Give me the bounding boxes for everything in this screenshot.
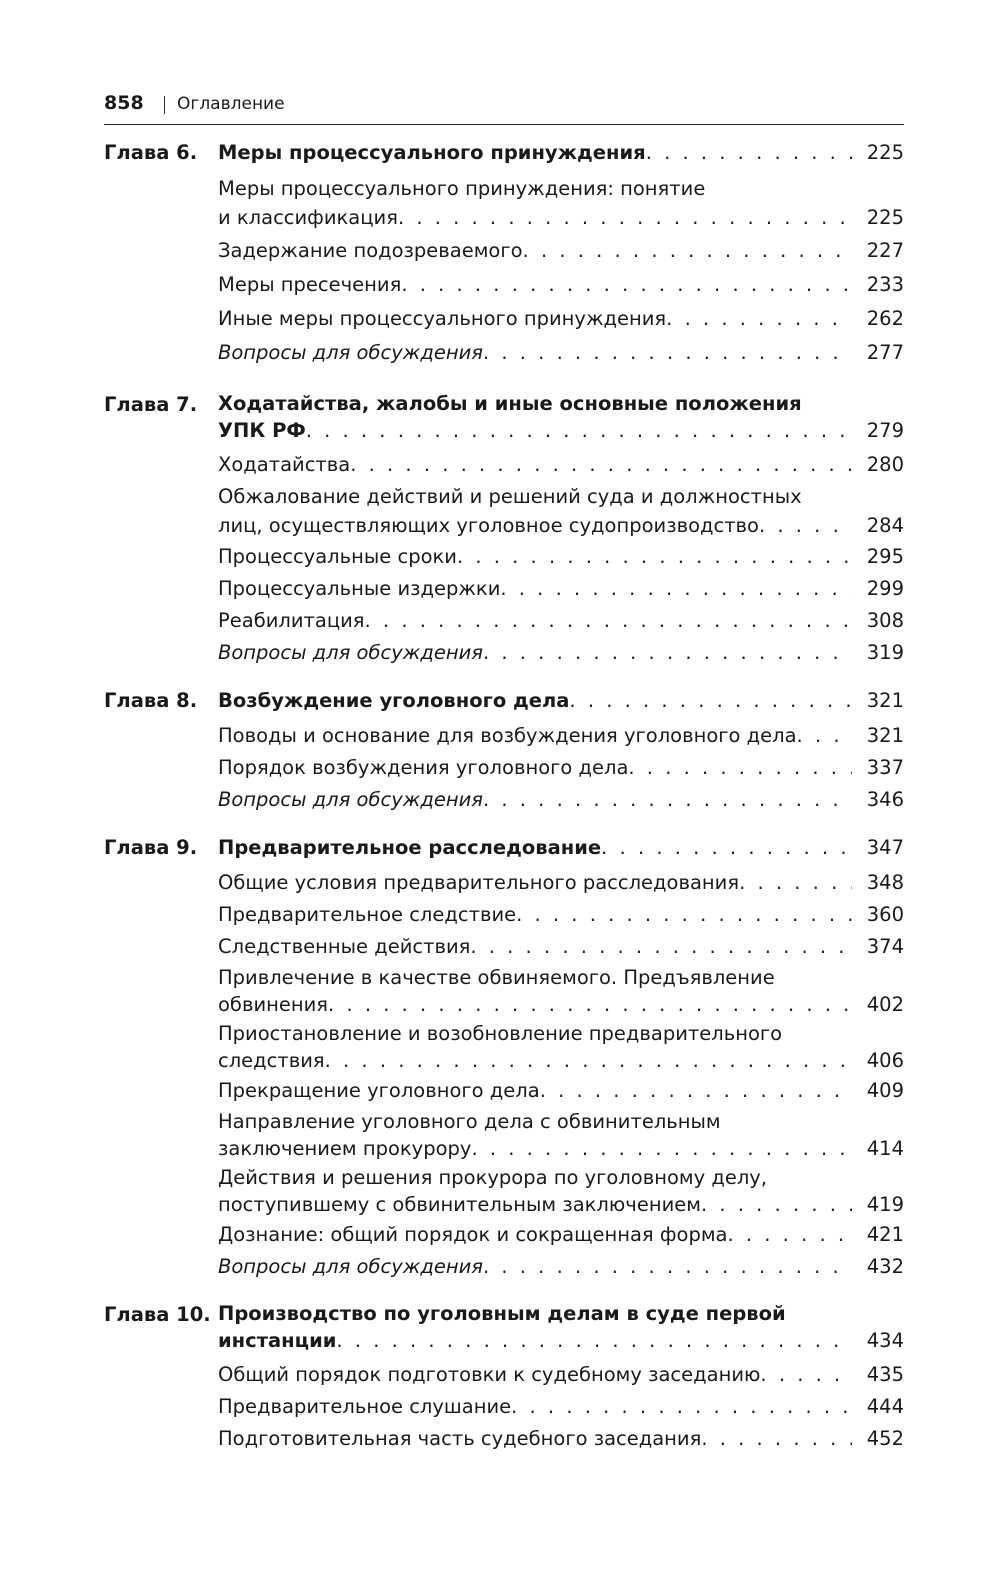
entry-text-line: Действия и решения прокурора по уголовному делу, xyxy=(218,1166,768,1189)
chapter-title[interactable] xyxy=(104,1300,904,1354)
entry-text-line: Ходатайства, жалобы и иные основные положения xyxy=(218,392,802,415)
entry-text: Процессуальные сроки xyxy=(218,545,457,568)
entry-text: Ходатайства xyxy=(218,453,351,476)
page-ref: 279 xyxy=(866,419,904,442)
entry-text: Общие условия предварительного расследования xyxy=(218,871,740,894)
leader-dots xyxy=(457,542,852,572)
page-ref: 337 xyxy=(866,756,904,779)
entry-text: Вопросы для обсуждения xyxy=(218,641,483,664)
toc-entry[interactable] xyxy=(104,1360,904,1390)
page-ref: 308 xyxy=(866,609,904,632)
leader-dots xyxy=(401,270,852,300)
leader-dots xyxy=(739,868,852,898)
chapter-7 xyxy=(104,390,904,668)
leader-dots xyxy=(336,1327,852,1354)
entry-text: Предварительное следствие xyxy=(218,903,517,926)
toc-entry[interactable] xyxy=(104,606,904,636)
entry-text: Меры процессуального принуждения xyxy=(218,141,646,164)
page-number: 858 xyxy=(104,92,144,114)
leader-dots xyxy=(727,1220,852,1250)
page-ref: 347 xyxy=(866,836,904,859)
page-ref: 419 xyxy=(866,1193,904,1216)
toc-entry[interactable] xyxy=(104,868,904,898)
page-ref: 277 xyxy=(866,341,904,364)
leader-dots xyxy=(325,1047,852,1074)
page-ref: 434 xyxy=(866,1329,904,1352)
chapter-label: Глава 10. xyxy=(104,1303,211,1326)
toc-entry[interactable] xyxy=(104,482,904,540)
leader-dots xyxy=(483,785,852,815)
entry-text: Следственные действия xyxy=(218,935,471,958)
page-ref: 262 xyxy=(866,307,904,330)
entry-text-line: Приостановление и возобновление предварительного xyxy=(218,1022,783,1045)
toc-entry[interactable] xyxy=(104,1392,904,1422)
leader-dots xyxy=(511,1392,852,1422)
toc-entry[interactable] xyxy=(104,964,904,1018)
chapter-title[interactable] xyxy=(104,138,904,168)
leader-dots xyxy=(701,1191,852,1218)
entry-text: лиц, осуществляющих уголовное судопроизводство xyxy=(218,514,759,537)
chapter-10 xyxy=(104,1300,904,1454)
chapter-9 xyxy=(104,833,904,1282)
toc-entry[interactable] xyxy=(104,450,904,480)
toc-entry[interactable] xyxy=(104,236,904,266)
chapter-title[interactable] xyxy=(104,390,904,444)
toc-entry[interactable] xyxy=(104,932,904,962)
toc-entry[interactable] xyxy=(104,900,904,930)
running-title: Оглавление xyxy=(177,94,285,114)
toc-entry-questions[interactable] xyxy=(104,638,904,668)
toc-entry[interactable] xyxy=(104,270,904,300)
entry-text-line: Производство по уголовным делам в суде первой xyxy=(218,1302,786,1325)
leader-dots xyxy=(540,1076,852,1106)
leader-dots xyxy=(306,417,852,444)
leader-dots xyxy=(470,932,852,962)
leader-dots xyxy=(398,203,852,232)
entry-text: Вопросы для обсуждения xyxy=(218,1255,483,1278)
page-ref: 421 xyxy=(866,1223,904,1246)
chapter-8 xyxy=(104,686,904,815)
page-ref: 299 xyxy=(866,577,904,600)
chapter-title[interactable] xyxy=(104,833,904,863)
page-ref: 225 xyxy=(866,141,904,164)
toc-entry[interactable] xyxy=(104,542,904,572)
page-ref: 414 xyxy=(866,1137,904,1160)
leader-dots xyxy=(797,721,852,751)
page-ref: 280 xyxy=(866,453,904,476)
leader-dots xyxy=(516,900,852,930)
leader-dots xyxy=(483,1252,852,1282)
entry-text-line: Направление уголовного дела с обвинительным xyxy=(218,1110,721,1133)
entry-text: инстанции xyxy=(218,1329,337,1352)
chapter-title[interactable] xyxy=(104,686,904,716)
entry-text: Реабилитация xyxy=(218,609,365,632)
page-ref: 374 xyxy=(866,935,904,958)
entry-text: заключением прокурору xyxy=(218,1137,472,1160)
page-ref: 346 xyxy=(866,788,904,811)
page-ref: 233 xyxy=(866,273,904,296)
entry-text: Меры пресечения xyxy=(218,273,402,296)
entry-text: следствия xyxy=(218,1049,325,1072)
entry-text: Процессуальные издержки xyxy=(218,577,501,600)
toc-entry[interactable] xyxy=(104,753,904,783)
chapter-label: Глава 9. xyxy=(104,836,198,859)
entry-text: Иные меры процессуального принуждения xyxy=(218,307,667,330)
leader-dots xyxy=(628,753,852,783)
chapter-label: Глава 7. xyxy=(104,393,198,416)
entry-text: поступившему с обвинительным заключением xyxy=(218,1193,701,1216)
page-ref: 452 xyxy=(866,1427,904,1450)
entry-text: Порядок возбуждения уголовного дела xyxy=(218,756,629,779)
entry-text-line: Обжалование действий и решений суда и должностных xyxy=(218,485,802,508)
page-header xyxy=(104,88,904,125)
leader-dots xyxy=(483,338,852,368)
page-ref: 227 xyxy=(866,239,904,262)
leader-dots xyxy=(759,511,852,540)
page-ref: 432 xyxy=(866,1255,904,1278)
page-ref: 348 xyxy=(866,871,904,894)
page-ref: 284 xyxy=(866,514,904,537)
leader-dots xyxy=(646,138,852,168)
toc-entry[interactable] xyxy=(104,1164,904,1218)
toc-entry[interactable] xyxy=(104,174,904,232)
leader-dots xyxy=(760,1360,852,1390)
leader-dots xyxy=(365,606,852,636)
leader-dots xyxy=(701,1424,852,1454)
leader-dots xyxy=(350,450,852,480)
entry-text: Прекращение уголовного дела xyxy=(218,1079,540,1102)
page-ref: 321 xyxy=(866,689,904,712)
leader-dots xyxy=(601,833,852,863)
entry-text: Дознание: общий порядок и сокращенная форма xyxy=(218,1223,728,1246)
entry-text: Задержание подозреваемого xyxy=(218,239,523,262)
toc-entry[interactable] xyxy=(104,574,904,604)
entry-text: обвинения xyxy=(218,993,329,1016)
header-separator xyxy=(164,96,165,114)
page-ref: 321 xyxy=(866,724,904,747)
chapter-label: Глава 8. xyxy=(104,689,198,712)
leader-dots xyxy=(328,991,852,1018)
page-ref: 435 xyxy=(866,1363,904,1386)
toc-entry[interactable] xyxy=(104,1220,904,1250)
leader-dots xyxy=(500,574,852,604)
leader-dots xyxy=(569,686,852,716)
chapter-6 xyxy=(104,138,904,368)
toc-entry-questions[interactable] xyxy=(104,1252,904,1282)
entry-text: Возбуждение уголовного дела xyxy=(218,689,570,712)
table-of-contents xyxy=(104,138,904,1454)
toc-entry-questions[interactable] xyxy=(104,338,904,368)
page-ref: 225 xyxy=(866,206,904,229)
entry-text: УПК РФ xyxy=(218,419,306,442)
page-ref: 360 xyxy=(866,903,904,926)
entry-text-line: Меры процессуального принуждения: понятие xyxy=(218,177,706,200)
toc-entry[interactable] xyxy=(104,304,904,334)
entry-text: Предварительное слушание xyxy=(218,1395,512,1418)
page-ref: 409 xyxy=(866,1079,904,1102)
entry-text: Вопросы для обсуждения xyxy=(218,341,483,364)
entry-text: Подготовительная часть судебного заседания xyxy=(218,1427,702,1450)
entry-text: Вопросы для обсуждения xyxy=(218,788,483,811)
entry-text: и классификация xyxy=(218,206,398,229)
toc-entry[interactable] xyxy=(104,1020,904,1074)
toc-entry[interactable] xyxy=(104,721,904,751)
leader-dots xyxy=(523,236,852,266)
page-ref: 402 xyxy=(866,993,904,1016)
entry-text: Поводы и основание для возбуждения уголовного дела xyxy=(218,724,797,747)
leader-dots xyxy=(471,1135,852,1162)
entry-text: Общий порядок подготовки к судебному заседанию xyxy=(218,1363,761,1386)
page-ref: 319 xyxy=(866,641,904,664)
toc-entry-questions[interactable] xyxy=(104,785,904,815)
entry-text: Предварительное расследование xyxy=(218,836,602,859)
toc-entry[interactable] xyxy=(104,1108,904,1162)
chapter-label: Глава 6. xyxy=(104,141,198,164)
page-ref: 295 xyxy=(866,545,904,568)
leader-dots xyxy=(666,304,852,334)
entry-text-line: Привлечение в качестве обвиняемого. Предъявление xyxy=(218,966,775,989)
page-ref: 406 xyxy=(866,1049,904,1072)
toc-entry[interactable] xyxy=(104,1424,904,1454)
page-ref: 444 xyxy=(866,1395,904,1418)
leader-dots xyxy=(483,638,852,668)
toc-entry[interactable] xyxy=(104,1076,904,1106)
